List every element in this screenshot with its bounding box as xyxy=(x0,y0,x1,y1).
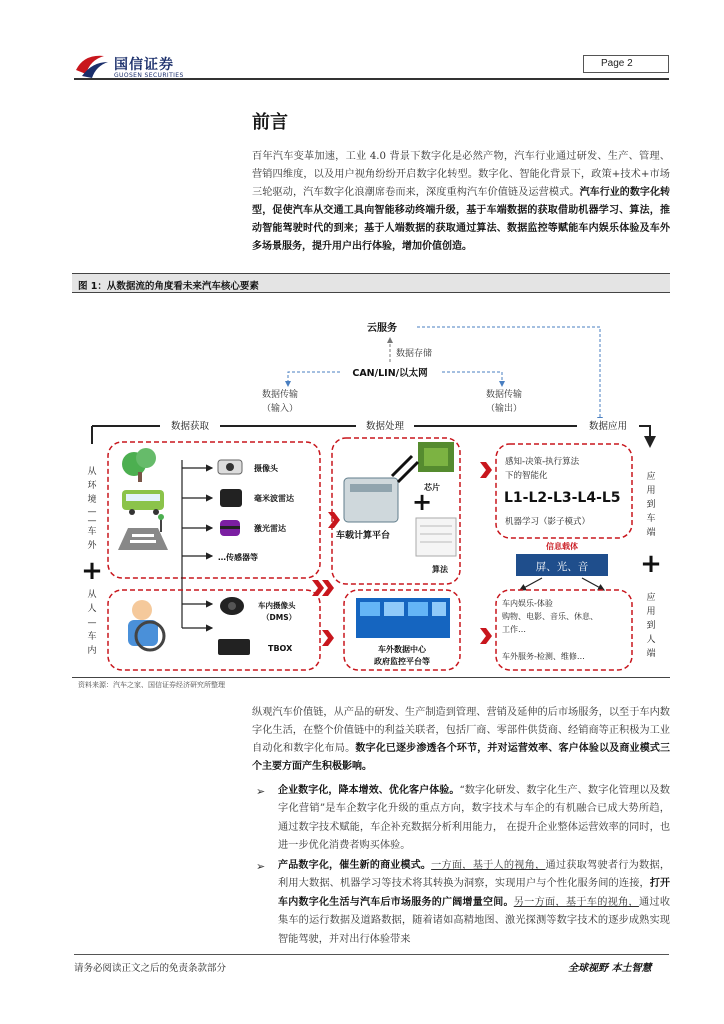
intro-text: 百年汽车变革加速，工业 4.0 背景下数字化是必然产物，汽车行业通过研发、生产、管理、营销四维度，以及用户视角纷纷开启数字化转型。数字化、智能化背景下，政策+技术+市场三轮驱动，汽车数字化浪潮席卷而来，深度重构汽车价值链及运营模式。 xyxy=(252,151,670,198)
svg-text:—: — xyxy=(87,507,97,517)
left-person-label xyxy=(87,588,96,656)
camera-sensor-icon xyxy=(218,460,242,474)
apply-line3: 机器学习（影子模式） xyxy=(505,517,591,527)
platform-label: 车载计算平台 xyxy=(336,531,391,541)
bullet1-text xyxy=(278,782,670,856)
sensor-etc-label: …传感器等 xyxy=(218,553,258,562)
header-rule xyxy=(74,78,669,80)
logo-en-text: GUOSEN SECURITIES xyxy=(114,72,184,79)
output-transfer-arrow xyxy=(442,372,502,386)
driver-icon xyxy=(128,600,164,650)
input-transfer-sub: （输入） xyxy=(261,404,299,414)
process-plus-icon: + xyxy=(412,488,433,516)
figure-diagram xyxy=(72,294,670,677)
figure-bottom-rule xyxy=(72,677,670,678)
footer-disclaimer: 请务必阅读正文之后的免责条款部分 xyxy=(74,963,227,974)
figure-source: 资料来源：汽车之家、国信证券经济研究所整理 xyxy=(78,681,225,689)
cabin-camera-label: 车内摄像头 xyxy=(258,601,296,610)
info-carrier-label: 信息载体 xyxy=(546,542,578,551)
svg-text:车: 车 xyxy=(87,527,97,537)
body-bold-text: 数字化已逐步渗透各个环节，并对运营效率、客户体验以及商业模式三个主要方面产生积极影响。 xyxy=(252,743,670,772)
svg-text:—: — xyxy=(87,618,97,628)
dms-camera-icon xyxy=(220,597,244,615)
bullet1-arrow-icon: ➢ xyxy=(256,785,266,798)
svg-text:从: 从 xyxy=(87,590,97,600)
page-number: Page 2 xyxy=(583,55,669,73)
bus-label: CAN/LIN/以太网 xyxy=(352,368,428,379)
algorithm-label: 算法 xyxy=(432,565,448,574)
bullet2-underline1: 一方面，基于人的视角， xyxy=(431,860,546,871)
bullet2-body-a: 通过获取驾驶者行为数据，利用大数据、机器学习等技术将其转换为洞察，实现用户与个性化服务间的连接， xyxy=(278,860,671,890)
ent-line3: 工作… xyxy=(502,625,526,634)
svg-text:环: 环 xyxy=(87,481,97,491)
input-transfer-arrow xyxy=(288,372,340,386)
algorithm-doc-icon xyxy=(416,518,456,556)
sensor-camera-label: 摄像头 xyxy=(254,464,278,473)
svg-text:境: 境 xyxy=(87,495,97,505)
right-person-label xyxy=(646,591,655,659)
datacenter-label: 车外数据中心 xyxy=(378,645,426,654)
body-paragraph xyxy=(252,704,670,776)
cabin-camera-sub: （DMS） xyxy=(262,613,297,622)
footer-rule xyxy=(74,954,669,955)
apply-line2: 下的智能化 xyxy=(505,471,548,481)
output-transfer-label: 数据传输 xyxy=(485,390,523,400)
svg-text:人: 人 xyxy=(646,635,656,645)
bullet2-underline2: 另一方面，基于车的视角， xyxy=(513,896,639,908)
data-flow-diagram xyxy=(72,294,670,677)
datacenter-sub: 政府监控平台等 xyxy=(374,657,430,666)
svg-text:内: 内 xyxy=(87,646,97,656)
chip-icon xyxy=(418,442,454,472)
right-plus-icon: + xyxy=(640,549,662,579)
svg-text:车: 车 xyxy=(87,632,97,642)
bus-icon xyxy=(122,490,164,515)
bullet2-body-b: 通过收集车的运行数据及道路数据，随着诸如高精地图、激光探测等数字技术的逐步成熟实现智能驾驶，并对出行体验带来 xyxy=(278,896,671,945)
svg-text:从: 从 xyxy=(87,467,97,477)
logo-cn-text: 国信证券 xyxy=(114,57,174,73)
svg-text:应: 应 xyxy=(646,593,656,603)
bullet2-text xyxy=(278,857,670,949)
svg-text:应: 应 xyxy=(646,472,656,482)
svg-text:到: 到 xyxy=(646,500,656,510)
ent-line2: 购物、电影、音乐、休息、 xyxy=(502,612,598,621)
svg-text:用: 用 xyxy=(646,607,656,617)
storage-label: 数据存储 xyxy=(396,349,433,359)
svg-text:到: 到 xyxy=(646,621,656,631)
apply-drop-arrow xyxy=(642,426,650,446)
bullet2-bold2: 打开车内数字化生活与汽车后市场服务的广阔增量空间。 xyxy=(278,878,671,908)
stage-apply: 数据应用 xyxy=(588,421,628,432)
tree-icon xyxy=(122,448,156,482)
lidar-icon xyxy=(220,520,240,536)
figure-title: 图 1：从数据流的角度看未来汽车核心要素 xyxy=(72,273,670,293)
chip-label: 芯片 xyxy=(424,483,440,492)
body-text: 纵观汽车价值链，从产品的研发、生产制造到管理、营销及延伸的后市场服务，以至于车内数字化生活，在整个价值链中的利益关联者，包括厂商、零部件供货商、经销商等正积极为工业自动化和数字化布局。 xyxy=(252,707,670,754)
monitor-wall-icon xyxy=(356,598,450,638)
apply-line1: 感知-决策-执行算法 xyxy=(505,457,580,467)
output-transfer-sub: （输出） xyxy=(485,404,523,414)
left-plus-icon: + xyxy=(81,556,103,586)
bullet1-body: “数字化研发、数字化生产、数字化管理以及数字化营销”是车企数字化升级的重点方向，数字技术与车企的有机融合已成大势所趋，通过数字技术赋能，车企补充数据分析利用能力， 在提升企业整体运营效率的同时，也进一步优化消费者购买体验。 xyxy=(278,785,670,852)
bullet1-bold: 企业数字化，降本增效、优化客户体验。 xyxy=(278,785,460,796)
svg-text:端: 端 xyxy=(646,649,656,659)
intro-paragraph xyxy=(252,148,670,256)
ent-line1: 车内娱乐-体验 xyxy=(502,599,553,608)
ecu-icon xyxy=(344,478,398,522)
sensor-mmwave-label: 毫米波雷达 xyxy=(254,494,294,503)
svg-text:—: — xyxy=(87,516,97,526)
crosswalk-icon xyxy=(118,514,168,550)
bullet2-bold: 产品数字化，催生新的商业模式。 xyxy=(278,860,432,871)
bullet2-arrow-icon: ➢ xyxy=(256,860,266,873)
right-car-label xyxy=(646,470,655,538)
screen-label: 屏、光、音 xyxy=(535,561,589,573)
svg-text:人: 人 xyxy=(87,604,97,614)
ent-line4: 车外服务-检测、维修… xyxy=(502,652,585,661)
mmwave-radar-icon xyxy=(220,489,242,507)
logo-mark-icon xyxy=(74,52,110,80)
stage-process: 数据处理 xyxy=(365,421,405,432)
svg-text:用: 用 xyxy=(646,486,656,496)
cloud-service-label: 云服务 xyxy=(367,323,397,334)
sensor-lidar-label: 激光雷达 xyxy=(254,524,286,533)
tbox-label: TBOX xyxy=(268,644,293,653)
stage-acquire: 数据获取 xyxy=(170,421,210,432)
left-env-label xyxy=(87,465,97,551)
svg-text:端: 端 xyxy=(646,528,656,538)
footer-slogan: 全球视野 本土智慧 xyxy=(568,963,652,974)
input-transfer-label: 数据传输 xyxy=(261,390,299,400)
svg-text:外: 外 xyxy=(87,541,97,551)
tbox-icon xyxy=(218,639,250,655)
svg-text:车: 车 xyxy=(646,514,656,524)
autonomy-levels: L1-L2-L3-L4-L5 xyxy=(504,490,621,506)
section-title: 前言 xyxy=(252,112,288,133)
intro-bold-text: 汽车行业的数字化转型，促使汽车从交通工具向智能移动终端升级，基于车端数据的获取借助机器学习、算法，推动智能驾驶时代的到来；基于人端数据的获取通过算法、数据监控等赋能车内娱乐体验及车外多场景服务，提升用户出行体验，增加价值创造。 xyxy=(252,187,671,252)
